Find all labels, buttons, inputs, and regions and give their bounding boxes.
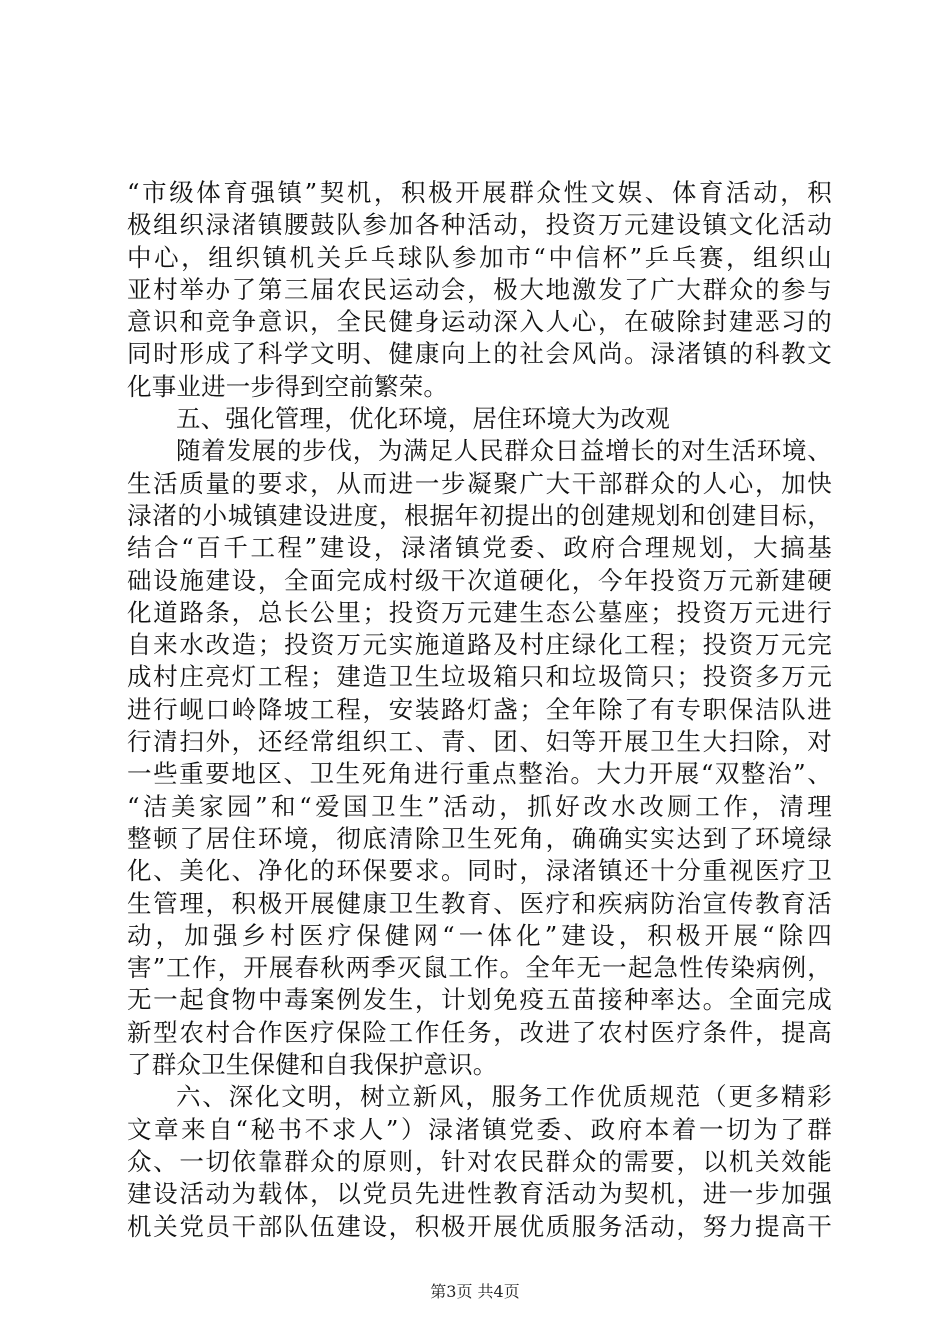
paragraph-line: 无一起食物中毒案例发生，计划免疫五苗接种率达。全面完成	[127, 985, 832, 1015]
paragraph-line: “市级体育强镇”契机，积极开展群众性文娱、体育活动，积	[127, 178, 832, 207]
paragraph-line: 中心，组织镇机关乒乓球队参加市“中信杯”乒乓赛，组织山	[127, 242, 832, 272]
paragraph-line: 随着发展的步伐，为满足人民群众日益增长的对生活环境、	[176, 436, 832, 466]
paragraph-line: 害”工作，开展春秋两季灭鼠工作。全年无一起急性传染病例，	[127, 953, 832, 983]
paragraph-line: 文章来自“秘书不求人”）渌渚镇党委、政府本着一切为了群	[127, 1114, 832, 1144]
paragraph-line: 整顿了居住环境，彻底清除卫生死角，确确实实达到了环境绿	[127, 823, 832, 853]
paragraph-line: 结合“百千工程”建设，渌渚镇党委、政府合理规划，大搞基	[127, 533, 832, 563]
paragraph-line: 亚村举办了第三届农民运动会，极大地激发了广大群众的参与	[127, 274, 832, 304]
section-heading: 五、强化管理，优化环境，居住环境大为改观	[176, 404, 670, 434]
paragraph-line: 建设活动为载体，以党员先进性教育活动为契机，进一步加强	[127, 1179, 832, 1209]
section-heading: 六、深化文明，树立新风，服务工作优质规范（更多精彩	[176, 1082, 832, 1112]
paragraph-line: 意识和竞争意识，全民健身运动深入人心，在破除封建恶习的	[127, 307, 832, 337]
paragraph-line: “洁美家园”和“爱国卫生”活动，抓好改水改厕工作，清理	[127, 791, 832, 821]
paragraph-line: 化事业进一步得到空前繁荣。	[127, 371, 449, 401]
document-body	[127, 177, 832, 1243]
paragraph-line: 同时形成了科学文明、健康向上的社会风尚。渌渚镇的科教文	[127, 339, 832, 369]
paragraph-line: 化、美化、净化的环保要求。同时，渌渚镇还十分重视医疗卫	[127, 856, 832, 886]
paragraph-line: 化道路条，总长公里；投资万元建生态公墓座；投资万元进行	[127, 597, 832, 627]
paragraph-line: 础设施建设，全面完成村级干次道硬化，今年投资万元新建硬	[127, 565, 832, 595]
paragraph-line: 成村庄亮灯工程；建造卫生垃圾箱只和垃圾筒只；投资多万元	[127, 662, 832, 692]
paragraph-line: 行清扫外，还经常组织工、青、团、妇等开展卫生大扫除，对	[127, 727, 832, 757]
paragraph-line: 众、一切依靠群众的原则，针对农民群众的需要，以机关效能	[127, 1146, 832, 1176]
paragraph-line: 一些重要地区、卫生死角进行重点整治。大力开展“双整治”、	[127, 759, 832, 789]
paragraph-line: 进行岘口岭降坡工程，安装路灯盏；全年除了有专职保洁队进	[127, 694, 832, 724]
paragraph-line: 极组织渌渚镇腰鼓队参加各种活动，投资万元建设镇文化活动	[127, 210, 832, 240]
paragraph-line: 生管理，积极开展健康卫生教育、医疗和疾病防治宣传教育活	[127, 888, 832, 918]
paragraph-line: 渌渚的小城镇建设进度，根据年初提出的创建规划和创建目标，	[127, 500, 832, 530]
paragraph-line: 自来水改造；投资万元实施道路及村庄绿化工程；投资万元完	[127, 630, 832, 660]
paragraph-line: 生活质量的要求，从而进一步凝聚广大干部群众的人心，加快	[127, 468, 832, 498]
paragraph-line: 了群众卫生保健和自我保护意识。	[127, 1050, 498, 1080]
paragraph-line: 新型农村合作医疗保险工作任务，改进了农村医疗条件，提高	[127, 1017, 832, 1047]
paragraph-line: 动，加强乡村医疗保健网“一体化”建设，积极开展“除四	[127, 920, 832, 950]
paragraph-line: 机关党员干部队伍建设，积极开展优质服务活动，努力提高干	[127, 1211, 832, 1241]
page-footer: 第3页 共4页	[430, 1282, 520, 1301]
